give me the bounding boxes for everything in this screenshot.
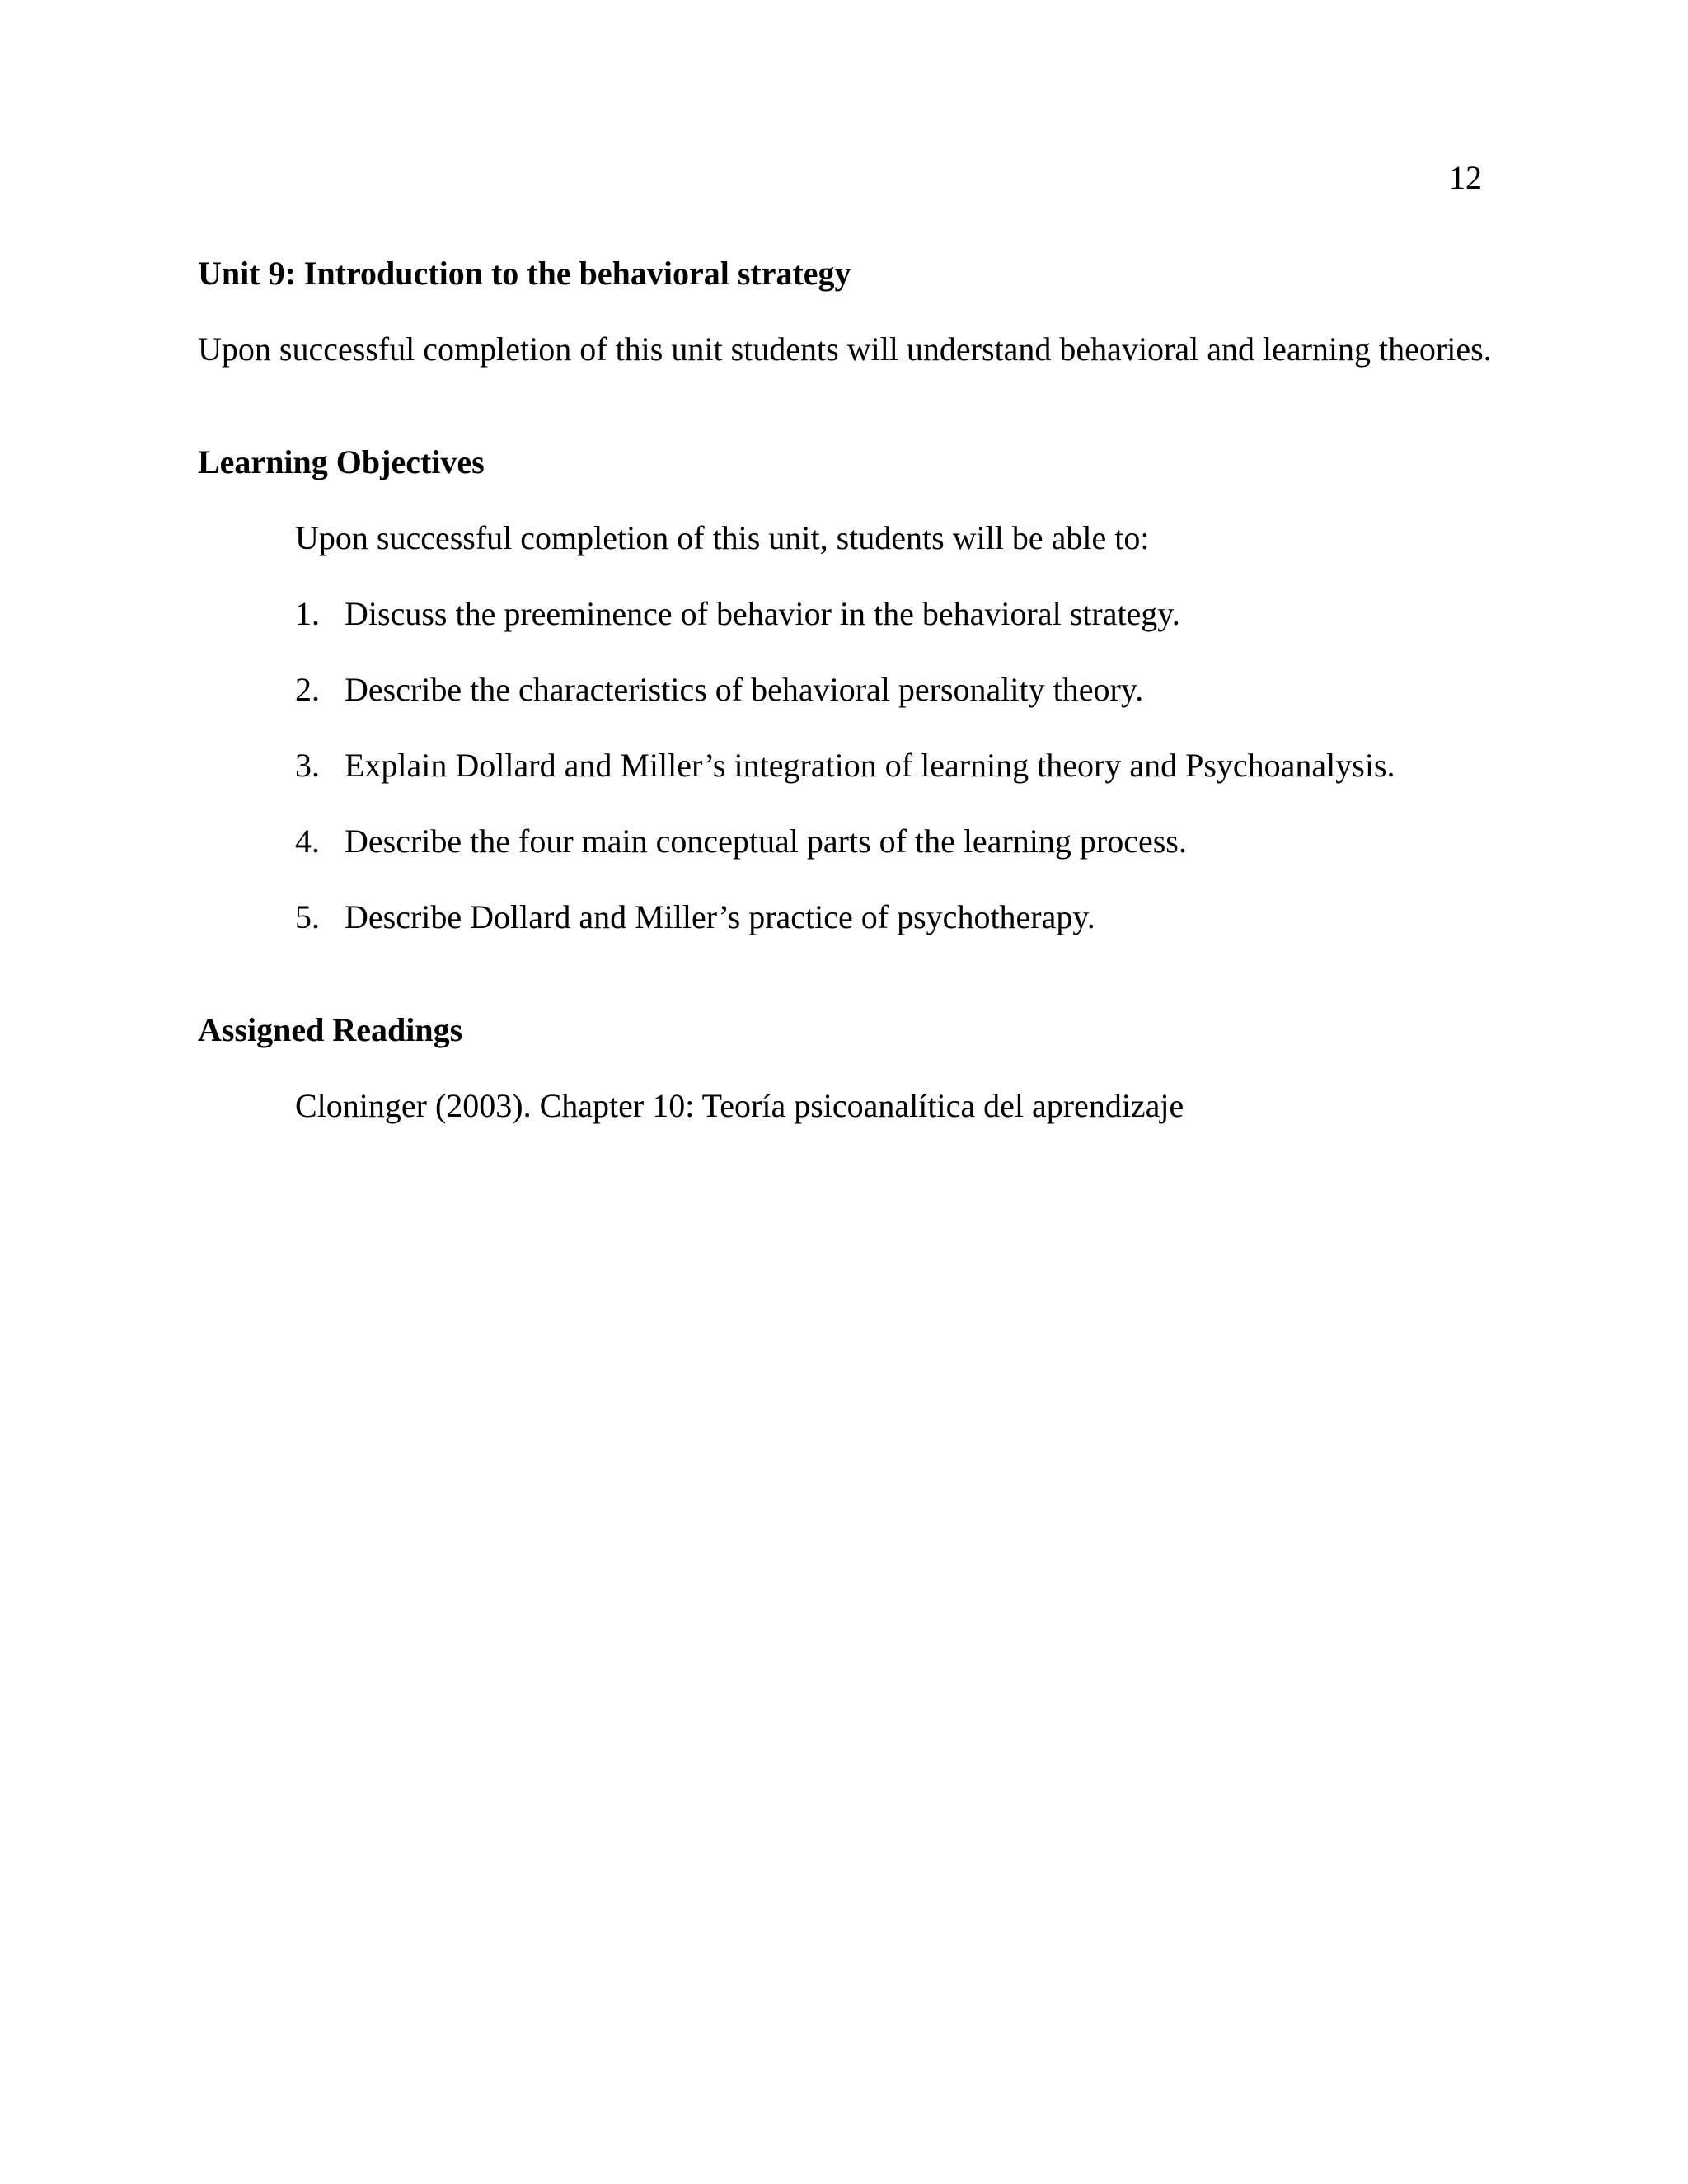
objective-item [295,670,1143,710]
objective-text: Describe the characteristics of behavioral personality theory. [345,671,1144,708]
unit-summary: Upon successful completion of this unit students will understand behavioral and learning theories. [198,330,1492,368]
objective-number: 5. [295,898,320,935]
objective-text: Discuss the preeminence of behavior in the behavioral strategy. [345,595,1180,632]
learning-objectives-intro: Upon successful completion of this unit, students will be able to: [295,519,1150,556]
objective-item [295,822,1187,861]
objective-text: Explain Dollard and Miller’s integration of learning theory and Psychoanalysis. [345,747,1395,784]
objective-item [295,594,1180,634]
objective-item [295,746,1395,785]
objective-text: Describe Dollard and Miller’s practice of psychotherapy. [345,898,1095,935]
reading-item: Cloninger (2003). Chapter 10: Teoría psicoanalítica del aprendizaje [295,1087,1184,1124]
objective-number: 4. [295,823,320,860]
unit-heading: Unit 9: Introduction to the behavioral strategy [198,255,851,292]
objective-item [295,898,1095,937]
objective-number: 1. [295,595,320,632]
objective-number: 2. [295,671,320,708]
objective-text: Describe the four main conceptual parts of the learning process. [345,823,1187,860]
page-number: 12 [1449,159,1482,196]
assigned-readings-heading: Assigned Readings [198,1011,463,1048]
learning-objectives-heading: Learning Objectives [198,443,485,480]
objective-number: 3. [295,747,320,784]
